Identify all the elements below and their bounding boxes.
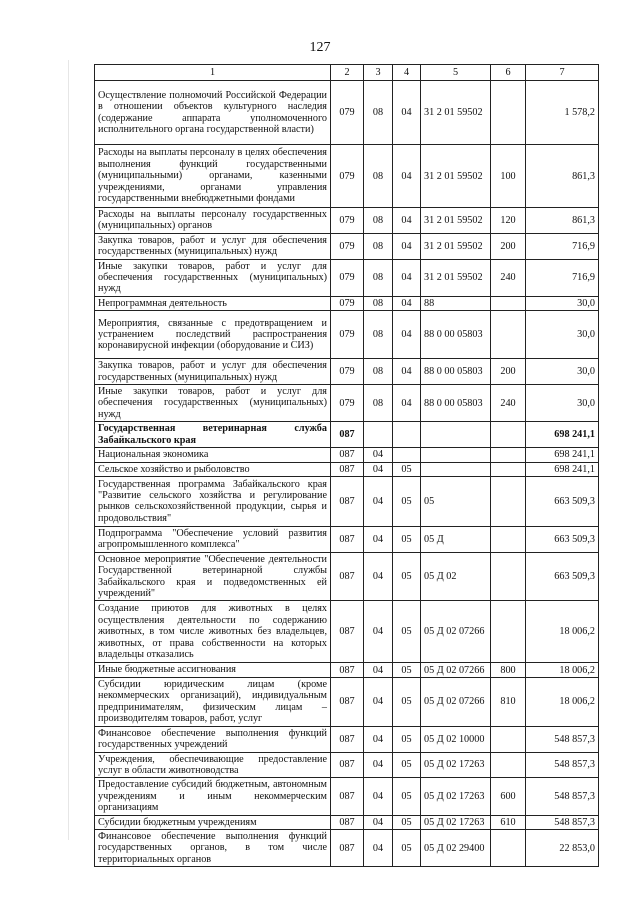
expense-type-cell [491,448,526,462]
ministry-code-cell: 087 [331,677,364,726]
subsection-code-cell: 05 [393,462,421,476]
expense-type-cell: 800 [491,663,526,677]
amount-cell: 30,0 [526,359,599,385]
subsection-code-cell: 04 [393,259,421,296]
section-code-cell: 08 [364,296,393,310]
row-name-cell: Осуществление полномочий Российской Федерации в отношении объектов культурного наследия (содержание аппарата уполномоченного исполнительного органа государственной власти) [95,81,331,145]
row-name-cell: Государственная ветеринарная служба Забайкальского края [95,422,331,448]
row-name-cell: Закупка товаров, работ и услуг для обеспечения государственных (муниципальных) нужд [95,233,331,259]
scan-margin-line [68,60,69,840]
section-code-cell: 04 [364,448,393,462]
section-code-cell: 04 [364,726,393,752]
table-row [95,663,599,677]
amount-cell: 548 857,3 [526,815,599,829]
expense-type-cell [491,311,526,359]
table-row [95,311,599,359]
section-code-cell: 08 [364,385,393,422]
subsection-code-cell: 04 [393,385,421,422]
table-row [95,601,599,663]
target-article-cell: 05 Д 02 17263 [421,815,491,829]
section-code-cell: 08 [364,145,393,208]
table-row [95,385,599,422]
table-row [95,359,599,385]
amount-cell: 698 241,1 [526,462,599,476]
ministry-code-cell: 087 [331,526,364,552]
amount-cell: 18 006,2 [526,663,599,677]
amount-cell: 663 509,3 [526,526,599,552]
budget-table [94,64,599,867]
table-row [95,552,599,601]
subsection-code-cell: 05 [393,815,421,829]
expense-type-cell: 810 [491,677,526,726]
subsection-code-cell: 05 [393,552,421,601]
header-cell: 2 [331,65,364,81]
table-row [95,830,599,867]
expense-type-cell: 200 [491,359,526,385]
ministry-code-cell: 087 [331,752,364,778]
section-code-cell: 04 [364,677,393,726]
ministry-code-cell: 079 [331,233,364,259]
section-code-cell: 04 [364,462,393,476]
ministry-code-cell: 087 [331,778,364,815]
amount-cell: 698 241,1 [526,422,599,448]
ministry-code-cell: 087 [331,448,364,462]
ministry-code-cell: 079 [331,208,364,234]
table-row [95,462,599,476]
expense-type-cell: 100 [491,145,526,208]
expense-type-cell [491,726,526,752]
subsection-code-cell: 04 [393,81,421,145]
expense-type-cell [491,422,526,448]
section-code-cell: 04 [364,526,393,552]
section-code-cell [364,422,393,448]
header-cell: 6 [491,65,526,81]
amount-cell: 663 509,3 [526,552,599,601]
subsection-code-cell: 04 [393,145,421,208]
table-row [95,448,599,462]
subsection-code-cell: 04 [393,311,421,359]
row-name-cell: Государственная программа Забайкальского края "Развитие сельского хозяйства и регулирование рынков сельскохозяйственной продукции, сырья и продовольствия" [95,476,331,526]
subsection-code-cell: 05 [393,778,421,815]
target-article-cell: 31 2 01 59502 [421,145,491,208]
expense-type-cell [491,552,526,601]
row-name-cell: Иные закупки товаров, работ и услуг для обеспечения государственных (муниципальных) нужд [95,259,331,296]
target-article-cell: 31 2 01 59502 [421,208,491,234]
row-name-cell: Финансовое обеспечение выполнения функций государственных учреждений [95,726,331,752]
subsection-code-cell: 05 [393,526,421,552]
amount-cell: 861,3 [526,208,599,234]
table-row [95,752,599,778]
target-article-cell: 88 [421,296,491,310]
section-code-cell: 08 [364,359,393,385]
subsection-code-cell [393,448,421,462]
section-code-cell: 04 [364,778,393,815]
row-name-cell: Иные бюджетные ассигнования [95,663,331,677]
expense-type-cell [491,476,526,526]
amount-cell: 716,9 [526,259,599,296]
ministry-code-cell: 079 [331,81,364,145]
ministry-code-cell: 087 [331,601,364,663]
table-row [95,422,599,448]
table-row [95,815,599,829]
table-row [95,145,599,208]
amount-cell: 22 853,0 [526,830,599,867]
section-code-cell: 08 [364,311,393,359]
target-article-cell: 05 Д 02 10000 [421,726,491,752]
section-code-cell: 04 [364,830,393,867]
ministry-code-cell: 079 [331,385,364,422]
row-name-cell: Субсидии бюджетным учреждениям [95,815,331,829]
header-cell: 3 [364,65,393,81]
table-row [95,233,599,259]
table-row [95,81,599,145]
target-article-cell: 31 2 01 59502 [421,259,491,296]
ministry-code-cell: 079 [331,296,364,310]
subsection-code-cell: 05 [393,476,421,526]
expense-type-cell: 120 [491,208,526,234]
table-row [95,476,599,526]
subsection-code-cell: 04 [393,359,421,385]
ministry-code-cell: 087 [331,422,364,448]
subsection-code-cell: 05 [393,677,421,726]
expense-type-cell: 240 [491,259,526,296]
subsection-code-cell [393,422,421,448]
target-article-cell: 31 2 01 59502 [421,233,491,259]
section-code-cell: 08 [364,81,393,145]
ministry-code-cell: 087 [331,552,364,601]
header-cell: 5 [421,65,491,81]
row-name-cell: Основное мероприятие "Обеспечение деятельности Государственной ветеринарной службы Забайкальского края и подведомственных ей учреждений" [95,552,331,601]
amount-cell: 861,3 [526,145,599,208]
target-article-cell: 88 0 00 05803 [421,311,491,359]
row-name-cell: Непрограммная деятельность [95,296,331,310]
expense-type-cell: 610 [491,815,526,829]
ministry-code-cell: 079 [331,259,364,296]
target-article-cell [421,422,491,448]
expense-type-cell [491,526,526,552]
target-article-cell [421,462,491,476]
expense-type-cell: 600 [491,778,526,815]
section-code-cell: 04 [364,552,393,601]
subsection-code-cell: 04 [393,208,421,234]
target-article-cell: 88 0 00 05803 [421,359,491,385]
row-name-cell: Создание приютов для животных в целях осуществления деятельности по содержанию животных, в том числе животных без владельцев, животных, от права собственности на которых владельцы отказались [95,601,331,663]
table-row [95,526,599,552]
amount-cell: 18 006,2 [526,601,599,663]
row-name-cell: Расходы на выплаты персоналу государственных (муниципальных) органов [95,208,331,234]
target-article-cell: 05 [421,476,491,526]
amount-cell: 548 857,3 [526,778,599,815]
amount-cell: 1 578,2 [526,81,599,145]
ministry-code-cell: 087 [331,815,364,829]
target-article-cell: 05 Д 02 07266 [421,663,491,677]
target-article-cell: 05 Д 02 07266 [421,601,491,663]
subsection-code-cell: 05 [393,601,421,663]
section-code-cell: 04 [364,476,393,526]
header-cell: 4 [393,65,421,81]
ministry-code-cell: 087 [331,462,364,476]
expense-type-cell [491,81,526,145]
expense-type-cell [491,462,526,476]
table-row [95,778,599,815]
ministry-code-cell: 087 [331,726,364,752]
target-article-cell: 05 Д 02 17263 [421,778,491,815]
ministry-code-cell: 087 [331,830,364,867]
row-name-cell: Национальная экономика [95,448,331,462]
section-code-cell: 08 [364,233,393,259]
target-article-cell: 05 Д 02 [421,552,491,601]
row-name-cell: Закупка товаров, работ и услуг для обеспечения государственных (муниципальных) нужд [95,359,331,385]
subsection-code-cell: 05 [393,726,421,752]
target-article-cell: 05 Д 02 29400 [421,830,491,867]
target-article-cell [421,448,491,462]
subsection-code-cell: 05 [393,830,421,867]
amount-cell: 663 509,3 [526,476,599,526]
row-name-cell: Расходы на выплаты персоналу в целях обеспечения выполнения функций государственными (муниципальными) органами, казенными учреждениями, органами управления государственными внебюджетными фондами [95,145,331,208]
row-name-cell: Сельское хозяйство и рыболовство [95,462,331,476]
amount-cell: 548 857,3 [526,726,599,752]
subsection-code-cell: 05 [393,663,421,677]
ministry-code-cell: 087 [331,476,364,526]
table-row [95,208,599,234]
row-name-cell: Финансовое обеспечение выполнения функций государственных органов, в том числе территориальных органов [95,830,331,867]
row-name-cell: Иные закупки товаров, работ и услуг для обеспечения государственных (муниципальных) нужд [95,385,331,422]
amount-cell: 30,0 [526,385,599,422]
ministry-code-cell: 087 [331,663,364,677]
header-cell: 7 [526,65,599,81]
amount-cell: 716,9 [526,233,599,259]
subsection-code-cell: 05 [393,752,421,778]
expense-type-cell: 240 [491,385,526,422]
expense-type-cell [491,830,526,867]
row-name-cell: Учреждения, обеспечивающие предоставление услуг в области животноводства [95,752,331,778]
target-article-cell: 31 2 01 59502 [421,81,491,145]
table-row [95,296,599,310]
target-article-cell: 05 Д [421,526,491,552]
amount-cell: 548 857,3 [526,752,599,778]
target-article-cell: 05 Д 02 07266 [421,677,491,726]
amount-cell: 30,0 [526,311,599,359]
ministry-code-cell: 079 [331,359,364,385]
amount-cell: 698 241,1 [526,448,599,462]
row-name-cell: Предоставление субсидий бюджетным, автономным учреждениям и иным некоммерческим организациям [95,778,331,815]
table-row [95,677,599,726]
section-code-cell: 08 [364,208,393,234]
section-code-cell: 04 [364,815,393,829]
table-header-row [95,65,599,81]
table-row [95,726,599,752]
amount-cell: 30,0 [526,296,599,310]
expense-type-cell [491,296,526,310]
expense-type-cell [491,601,526,663]
ministry-code-cell: 079 [331,145,364,208]
row-name-cell: Мероприятия, связанные с предотвращением и устранением последствий распространения коронавирусной инфекции (оборудование и СИЗ) [95,311,331,359]
subsection-code-cell: 04 [393,233,421,259]
row-name-cell: Подпрограмма "Обеспечение условий развития агропромышленного комплекса" [95,526,331,552]
table-row [95,259,599,296]
ministry-code-cell: 079 [331,311,364,359]
table-body [95,81,599,867]
header-cell: 1 [95,65,331,81]
expense-type-cell [491,752,526,778]
section-code-cell: 08 [364,259,393,296]
target-article-cell: 88 0 00 05803 [421,385,491,422]
section-code-cell: 04 [364,601,393,663]
page-number: 127 [309,40,331,55]
expense-type-cell: 200 [491,233,526,259]
amount-cell: 18 006,2 [526,677,599,726]
subsection-code-cell: 04 [393,296,421,310]
section-code-cell: 04 [364,663,393,677]
section-code-cell: 04 [364,752,393,778]
row-name-cell: Субсидии юридическим лицам (кроме некоммерческих организаций), индивидуальным предпринимателям, физическим лицам – производителям товаров, работ, услуг [95,677,331,726]
target-article-cell: 05 Д 02 17263 [421,752,491,778]
